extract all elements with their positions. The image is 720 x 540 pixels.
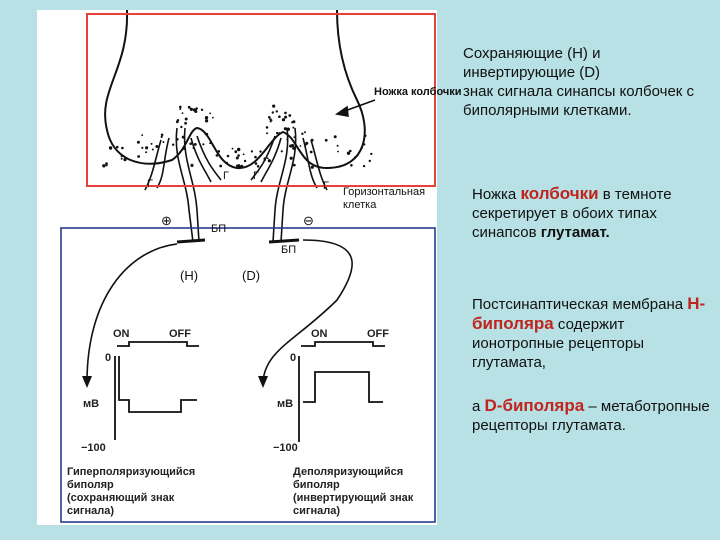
- vesicle-dot: [363, 165, 365, 167]
- right-off-label: OFF: [367, 328, 389, 340]
- right-caption-1: Деполяризующийся: [293, 466, 404, 478]
- vesicle-dot: [244, 160, 246, 162]
- vesicle-dot: [305, 142, 308, 145]
- vesicle-dot: [337, 151, 339, 153]
- left-caption-3: (сохраняющий знак: [67, 492, 175, 504]
- p4-a: а: [472, 398, 485, 415]
- vesicle-dot: [179, 106, 182, 109]
- vesicle-dot: [219, 165, 222, 168]
- arrow-heads: [82, 376, 268, 388]
- p4-b: – метаботропные рецепторы глутамата.: [472, 398, 710, 434]
- plus-sign: ⊕: [161, 213, 172, 228]
- synaptic-vesicles: [102, 105, 372, 169]
- vesicle-dot: [121, 158, 123, 160]
- right-caption-2: биполяр: [293, 479, 340, 491]
- vesicle-dot: [237, 154, 240, 157]
- vesicle-dot: [185, 118, 188, 121]
- right-graph: [299, 342, 385, 442]
- vesicle-dot: [137, 141, 140, 144]
- vesicle-dot: [226, 162, 228, 164]
- vesicle-dot: [209, 113, 211, 115]
- vesicle-dot: [205, 133, 207, 135]
- vesicle-dot: [182, 112, 184, 114]
- paragraph-glutamate: [472, 184, 712, 242]
- vesicle-dot: [137, 155, 140, 158]
- vesicle-dot: [152, 149, 154, 151]
- right-on-label: ON: [311, 328, 328, 340]
- vesicle-dot: [176, 120, 179, 123]
- vesicle-dot: [116, 146, 119, 149]
- vesicle-dot: [271, 119, 273, 121]
- vesicle-dot: [237, 148, 240, 151]
- label-g2: Г: [223, 170, 229, 182]
- vesicle-dot: [141, 147, 143, 149]
- vesicle-dot: [364, 135, 366, 137]
- p2-red: колбочки: [520, 184, 599, 203]
- vesicle-dot: [369, 160, 371, 162]
- right-caption-4: сигнала): [293, 505, 340, 517]
- vesicle-dot: [288, 114, 291, 117]
- vesicle-dot: [325, 139, 328, 142]
- vesicle-dot: [205, 116, 208, 119]
- signal-arrows: [87, 240, 352, 382]
- synapse-figure: [37, 10, 462, 525]
- label-g1: Г: [147, 178, 153, 190]
- horizontal-cell-label: Горизонтальная клетка: [343, 186, 426, 211]
- vesicle-dot: [269, 160, 271, 162]
- vesicle-dot: [202, 143, 204, 145]
- vesicle-dot: [190, 164, 193, 167]
- vesicle-dot: [236, 165, 239, 168]
- vesicle-dot: [106, 164, 108, 166]
- vesicle-dot: [218, 150, 221, 153]
- vesicle-dot: [155, 145, 158, 148]
- vesicle-dot: [272, 111, 274, 113]
- vesicle-dot: [292, 127, 294, 129]
- d-type-label: (D): [242, 268, 261, 283]
- vesicle-dot: [123, 158, 126, 161]
- label-g3: Г: [253, 170, 259, 182]
- right-min-label: −100: [273, 442, 298, 454]
- vesicle-dot: [278, 115, 281, 118]
- vesicle-dot: [304, 131, 306, 133]
- p2-a: Ножка: [472, 186, 521, 203]
- vesicle-dot: [161, 136, 163, 138]
- right-zero-label: 0: [290, 352, 297, 364]
- vesicle-dot: [254, 156, 257, 159]
- vesicle-dot: [272, 105, 275, 108]
- p3-a: Постсинаптическая мембрана: [472, 296, 688, 313]
- vesicle-dot: [300, 145, 302, 147]
- cone-pedicle-label: Ножка колбочки: [374, 86, 462, 98]
- vesicle-dot: [194, 143, 197, 146]
- paragraph-synapse-types: [463, 44, 703, 120]
- vesicle-dot: [301, 133, 303, 135]
- left-min-label: −100: [81, 442, 106, 454]
- vesicle-dot: [109, 146, 112, 149]
- left-caption-1: Гиперполяризующийся: [67, 466, 196, 478]
- left-caption-4: сигнала): [67, 505, 114, 517]
- p1-line1: Сохраняющие (Н: [463, 45, 583, 62]
- vesicle-dot: [290, 157, 293, 160]
- vesicle-dot: [190, 108, 193, 111]
- right-caption-3: (инвертирующий знак: [293, 492, 414, 504]
- paragraph-d-bipolar: [472, 396, 712, 435]
- vesicle-dot: [349, 150, 352, 153]
- vesicle-dot: [151, 143, 153, 145]
- vesicle-dot: [161, 134, 164, 137]
- red-frame: [87, 14, 435, 186]
- vesicle-dot: [266, 132, 268, 134]
- vesicle-dot: [278, 132, 280, 134]
- left-zero-label: 0: [105, 352, 112, 364]
- vesicle-dot: [311, 166, 314, 169]
- vesicle-dot: [267, 157, 269, 159]
- vesicle-dot: [179, 108, 181, 110]
- minus-sign: ⊖: [303, 213, 314, 228]
- vesicle-dot: [236, 157, 239, 160]
- p3-b: содержит ионотропные рецепторы глутамата,: [472, 316, 645, 371]
- bp-label-left: БП: [211, 223, 227, 235]
- left-unit-label: мВ: [83, 398, 100, 410]
- vesicle-dot: [163, 141, 165, 143]
- vesicle-dot: [281, 150, 283, 152]
- vesicle-dot: [209, 142, 211, 144]
- vesicle-dot: [284, 116, 287, 119]
- vesicle-dot: [276, 110, 278, 112]
- vesicle-dot: [310, 151, 313, 154]
- h-type-label: (H): [180, 268, 199, 283]
- right-unit-label: мВ: [277, 398, 294, 410]
- left-on-label: ON: [113, 328, 130, 340]
- vesicle-dot: [243, 153, 245, 155]
- vesicle-dot: [257, 165, 260, 168]
- vesicle-dot: [227, 155, 230, 158]
- p1-line1-end: ) и: [582, 45, 601, 62]
- vesicle-dot: [194, 110, 197, 113]
- p1-line2: инвертирующие (D): [463, 64, 601, 81]
- vesicle-dot: [201, 109, 203, 111]
- left-caption-2: биполяр: [67, 479, 114, 491]
- vesicle-dot: [145, 151, 147, 153]
- vesicle-dot: [121, 147, 124, 150]
- p4-red: D-биполяра: [484, 396, 585, 415]
- vesicle-dot: [195, 108, 197, 110]
- vesicle-dot: [232, 148, 234, 150]
- bipolar-terminals: [177, 240, 299, 242]
- vesicle-dot: [145, 146, 148, 149]
- left-graph: [115, 342, 199, 440]
- vesicle-dot: [259, 150, 261, 152]
- bp-label-right: БП: [281, 244, 297, 256]
- vesicle-dot: [184, 122, 187, 125]
- vesicle-dot: [188, 106, 191, 109]
- p1-rest: знак сигнала синапсы колбочек с биполярными клетками.: [463, 83, 695, 119]
- vesicle-dot: [172, 144, 174, 146]
- p2-bold: глутамат.: [540, 224, 610, 241]
- vesicle-dot: [354, 156, 356, 158]
- vesicle-dot: [292, 120, 295, 123]
- p3-red: Н-биполяра: [472, 294, 706, 333]
- cone-pedicle-outline: [105, 10, 365, 168]
- vesicle-dot: [268, 116, 271, 119]
- vesicle-dot: [255, 162, 258, 165]
- vesicle-dot: [141, 134, 143, 136]
- vesicle-dot: [350, 164, 353, 167]
- vesicle-dot: [266, 126, 269, 129]
- vesicle-dot: [361, 147, 363, 149]
- pedicle-pointer: [337, 100, 375, 116]
- vesicle-dot: [234, 150, 237, 153]
- vesicle-dot: [216, 154, 219, 157]
- left-off-label: OFF: [169, 328, 191, 340]
- vesicle-dot: [121, 155, 123, 157]
- vesicle-dot: [334, 135, 337, 138]
- vesicle-dot: [370, 153, 372, 155]
- vesicle-dot: [363, 143, 365, 145]
- p2-b: в темноте секретирует в обоих типах синапсов: [472, 186, 672, 241]
- vesicle-dot: [276, 132, 278, 134]
- vesicle-dot: [251, 150, 253, 152]
- vesicle-dot: [282, 118, 285, 121]
- vesicle-dot: [284, 112, 287, 115]
- vesicle-dot: [180, 126, 182, 128]
- vesicle-dot: [289, 145, 291, 147]
- vesicle-dot: [205, 119, 208, 122]
- label-g4: Г: [323, 180, 329, 192]
- vesicle-dot: [337, 145, 339, 147]
- vesicle-dot: [212, 117, 214, 119]
- paragraph-h-bipolar: [472, 294, 707, 372]
- vesicle-dot: [102, 164, 105, 167]
